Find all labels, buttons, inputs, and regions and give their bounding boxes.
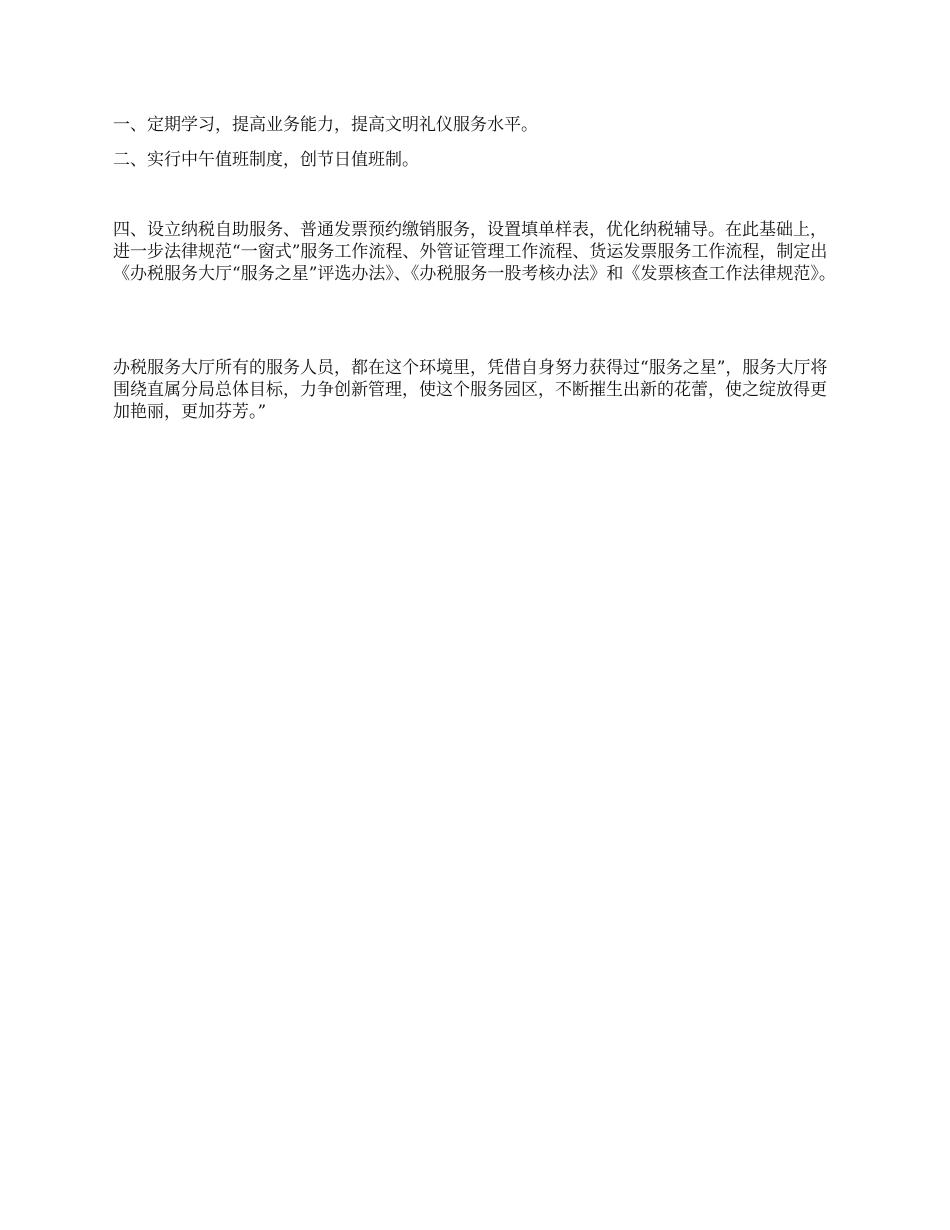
- paragraph-2: 二、实行中午值班制度，创节日值班制。: [113, 150, 419, 170]
- paragraph-3: 四、设立纳税自助服务、普通发票预约缴销服务，设置填单样表，优化纳税辅导。在此基础上，进一步法律规范“一窗式”服务工作流程、外管证管理工作流程、货运发票服务工作流程，制定出《办税服务大厅“服务之星”评选办法》、《办税服务一股考核办法》和《发票核查工作法律规范》。: [113, 220, 836, 284]
- paragraph-4: 办税服务大厅所有的服务人员，都在这个环境里，凭借自身努力获得过“服务之星”，服务大厅将围绕直属分局总体目标，力争创新管理，使这个服务园区，不断摧生出新的花蕾，使之绽放得更加艳丽，更加芬芳。”: [113, 358, 828, 422]
- paragraph-1: 一、定期学习，提高业务能力，提高文明礼仪服务水平。: [113, 115, 538, 135]
